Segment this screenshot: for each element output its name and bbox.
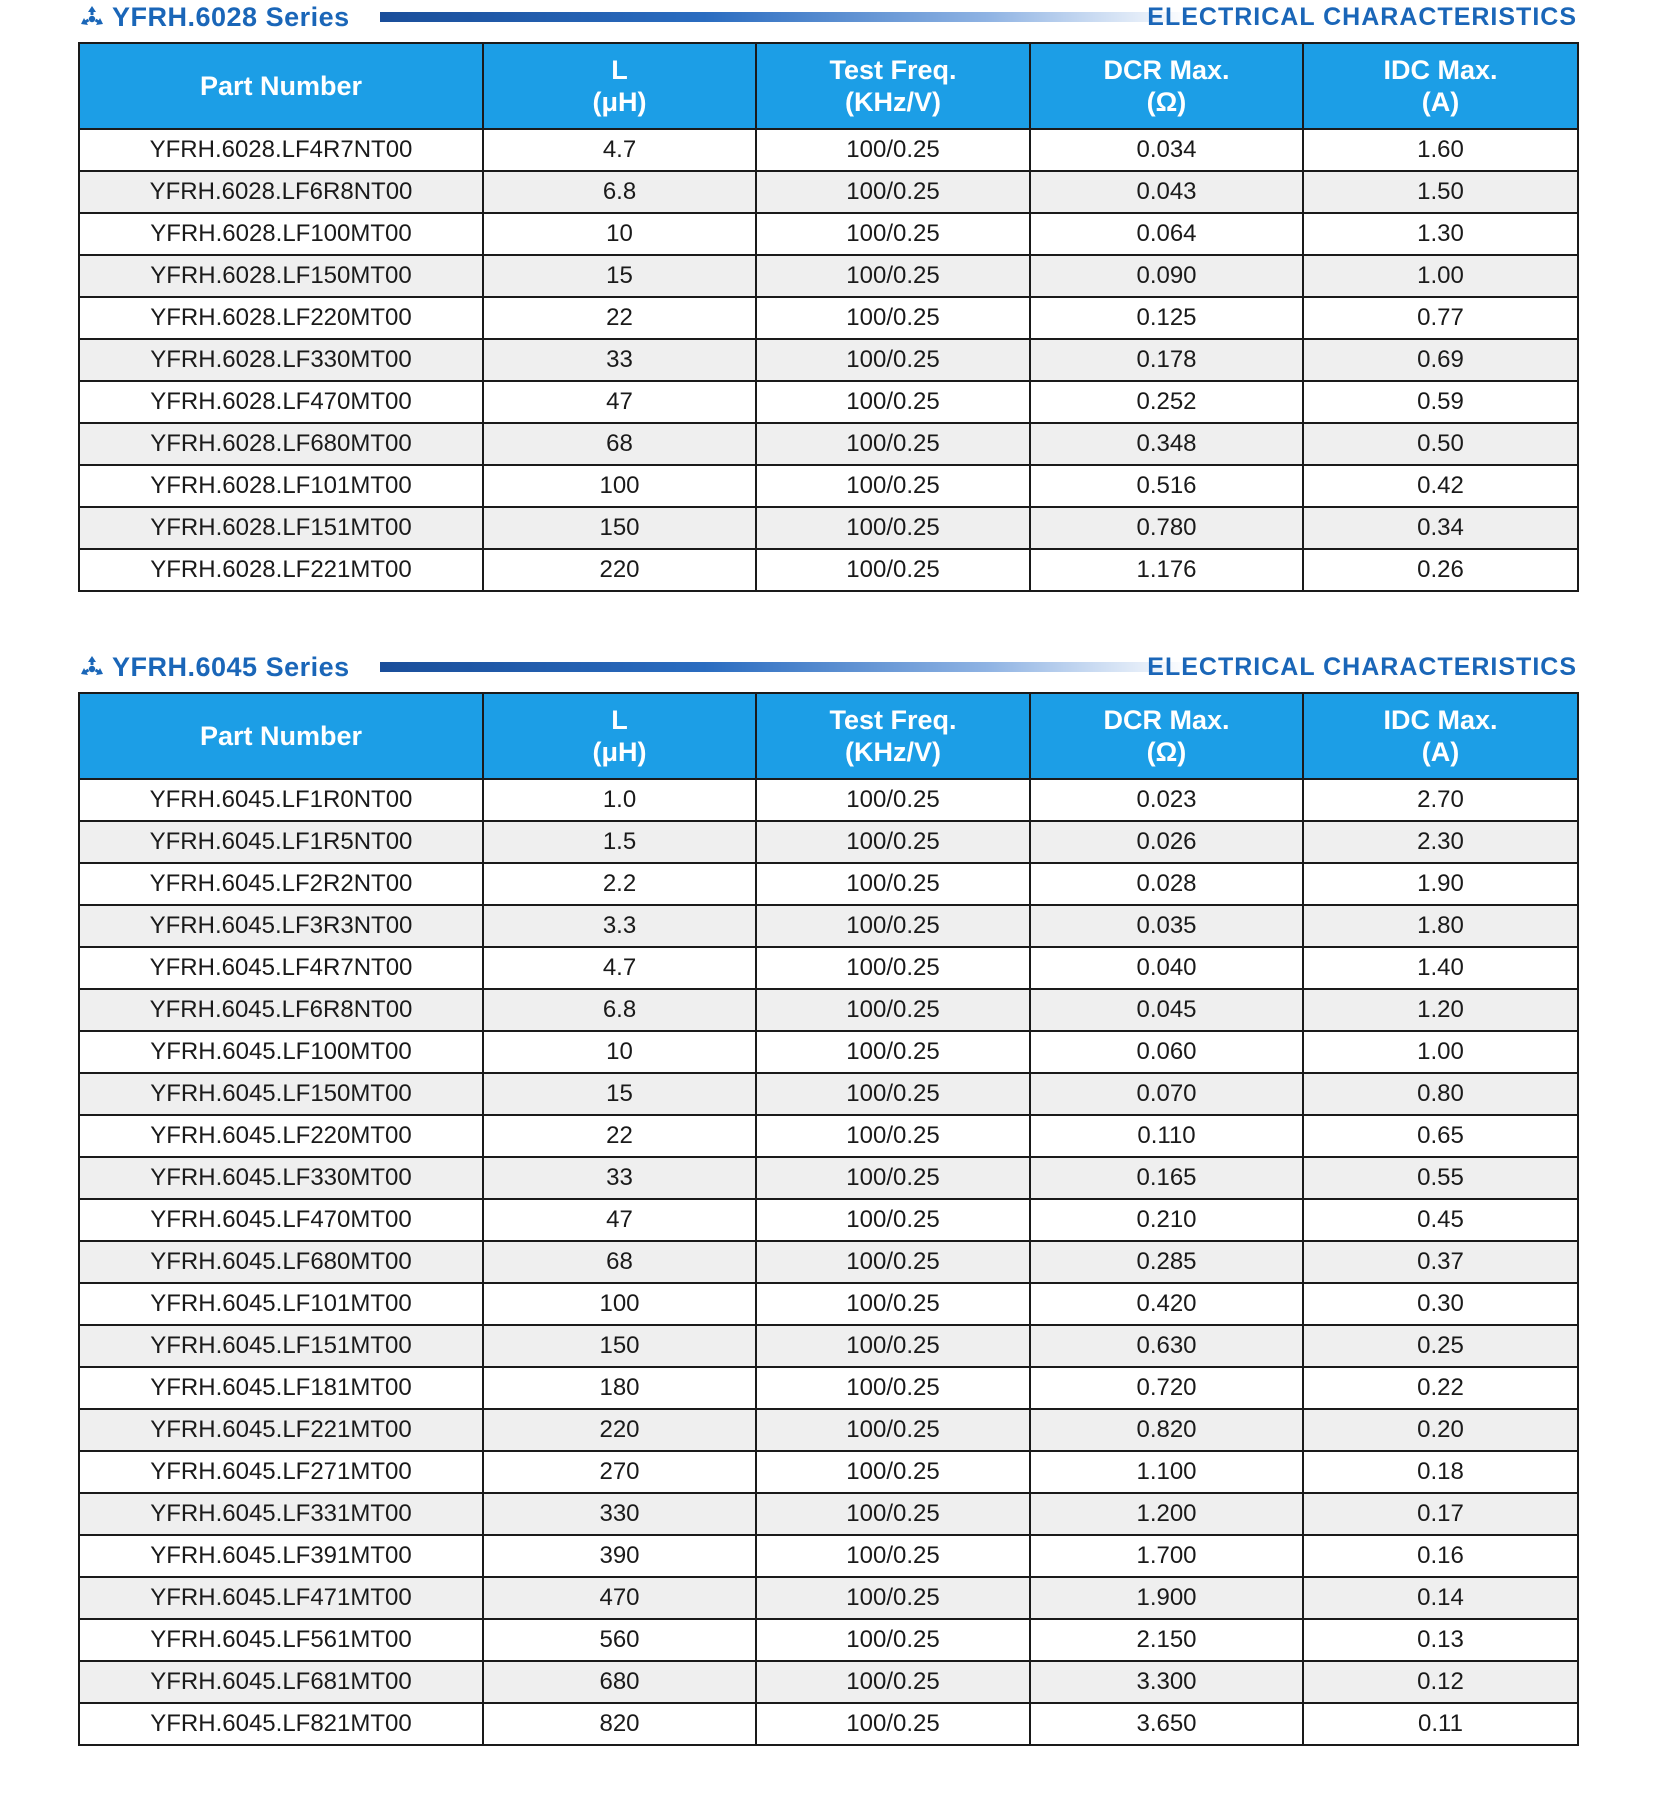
cell-part-number: YFRH.6045.LF271MT00 (79, 1451, 483, 1493)
cell-inductance: 680 (483, 1661, 756, 1703)
table-row (79, 1535, 1578, 1577)
header-inductance-line1: L (611, 705, 628, 735)
table-row (79, 1115, 1578, 1157)
header-part-number (79, 43, 483, 129)
cell-inductance: 2.2 (483, 863, 756, 905)
cell-inductance: 33 (483, 1157, 756, 1199)
table-row (79, 255, 1578, 297)
cell-dcr-max: 0.720 (1030, 1367, 1303, 1409)
cell-part-number: YFRH.6045.LF181MT00 (79, 1367, 483, 1409)
cell-test-freq: 100/0.25 (756, 1031, 1030, 1073)
header-dcr-max-line1: DCR Max. (1103, 705, 1230, 735)
cell-idc-max: 0.69 (1303, 339, 1578, 381)
cell-inductance: 100 (483, 465, 756, 507)
cell-idc-max: 0.16 (1303, 1535, 1578, 1577)
cell-inductance: 10 (483, 1031, 756, 1073)
cell-part-number: YFRH.6045.LF391MT00 (79, 1535, 483, 1577)
header-dcr-max (1030, 43, 1303, 129)
cell-dcr-max: 0.070 (1030, 1073, 1303, 1115)
header-part-number (79, 693, 483, 779)
table-row (79, 381, 1578, 423)
cell-dcr-max: 1.700 (1030, 1535, 1303, 1577)
cell-inductance: 220 (483, 1409, 756, 1451)
cell-test-freq: 100/0.25 (756, 821, 1030, 863)
cell-test-freq: 100/0.25 (756, 465, 1030, 507)
table-row (79, 465, 1578, 507)
cell-test-freq: 100/0.25 (756, 1409, 1030, 1451)
section-label: ELECTRICAL CHARACTERISTICS (1147, 2, 1577, 31)
header-dcr-max-line2: (Ω) (1146, 737, 1187, 767)
recycle-icon (78, 3, 106, 31)
table-row (79, 1073, 1578, 1115)
electrical-characteristics-table (78, 692, 1579, 1746)
header-inductance-line2: (μH) (592, 737, 647, 767)
cell-test-freq: 100/0.25 (756, 549, 1030, 591)
cell-test-freq: 100/0.25 (756, 1577, 1030, 1619)
electrical-characteristics-table (78, 42, 1579, 592)
cell-idc-max: 0.20 (1303, 1409, 1578, 1451)
cell-part-number: YFRH.6028.LF680MT00 (79, 423, 483, 465)
cell-test-freq: 100/0.25 (756, 1325, 1030, 1367)
cell-inductance: 47 (483, 381, 756, 423)
cell-idc-max: 0.65 (1303, 1115, 1578, 1157)
cell-part-number: YFRH.6045.LF561MT00 (79, 1619, 483, 1661)
cell-idc-max: 0.26 (1303, 549, 1578, 591)
header-part-number-text: Part Number (199, 721, 363, 751)
cell-part-number: YFRH.6028.LF100MT00 (79, 213, 483, 255)
cell-dcr-max: 0.285 (1030, 1241, 1303, 1283)
cell-dcr-max: 0.125 (1030, 297, 1303, 339)
cell-test-freq: 100/0.25 (756, 297, 1030, 339)
cell-dcr-max: 0.516 (1030, 465, 1303, 507)
header-test-freq-line2: (KHz/V) (845, 87, 941, 117)
cell-part-number: YFRH.6045.LF6R8NT00 (79, 989, 483, 1031)
cell-test-freq: 100/0.25 (756, 1661, 1030, 1703)
cell-dcr-max: 0.040 (1030, 947, 1303, 989)
cell-test-freq: 100/0.25 (756, 779, 1030, 821)
cell-test-freq: 100/0.25 (756, 423, 1030, 465)
header-test-freq (756, 693, 1030, 779)
cell-dcr-max: 0.028 (1030, 863, 1303, 905)
series-section-6045 (78, 650, 1577, 1737)
cell-part-number: YFRH.6028.LF150MT00 (79, 255, 483, 297)
cell-test-freq: 100/0.25 (756, 1535, 1030, 1577)
cell-dcr-max: 0.090 (1030, 255, 1303, 297)
cell-part-number: YFRH.6045.LF471MT00 (79, 1577, 483, 1619)
cell-idc-max: 0.34 (1303, 507, 1578, 549)
cell-dcr-max: 1.900 (1030, 1577, 1303, 1619)
cell-dcr-max: 0.630 (1030, 1325, 1303, 1367)
header-dcr-max-line2: (Ω) (1146, 87, 1187, 117)
cell-idc-max: 1.40 (1303, 947, 1578, 989)
cell-dcr-max: 0.110 (1030, 1115, 1303, 1157)
table-row (79, 339, 1578, 381)
cell-inductance: 330 (483, 1493, 756, 1535)
header-idc-max (1303, 693, 1578, 779)
table-row (79, 989, 1578, 1031)
cell-inductance: 1.5 (483, 821, 756, 863)
cell-part-number: YFRH.6045.LF101MT00 (79, 1283, 483, 1325)
header-inductance-line2: (μH) (592, 87, 647, 117)
cell-inductance: 15 (483, 255, 756, 297)
cell-dcr-max: 3.650 (1030, 1703, 1303, 1745)
cell-idc-max: 0.12 (1303, 1661, 1578, 1703)
cell-part-number: YFRH.6045.LF220MT00 (79, 1115, 483, 1157)
series-title-text: YFRH.6028 Series (112, 1, 350, 32)
cell-inductance: 270 (483, 1451, 756, 1493)
series-title (78, 650, 350, 684)
cell-test-freq: 100/0.25 (756, 1283, 1030, 1325)
cell-dcr-max: 0.023 (1030, 779, 1303, 821)
table-row (79, 213, 1578, 255)
cell-dcr-max: 0.252 (1030, 381, 1303, 423)
table-row (79, 507, 1578, 549)
cell-inductance: 220 (483, 549, 756, 591)
cell-dcr-max: 3.300 (1030, 1661, 1303, 1703)
cell-part-number: YFRH.6028.LF330MT00 (79, 339, 483, 381)
cell-test-freq: 100/0.25 (756, 1115, 1030, 1157)
cell-idc-max: 0.25 (1303, 1325, 1578, 1367)
header-test-freq-line2: (KHz/V) (845, 737, 941, 767)
header-idc-max-line1: IDC Max. (1383, 705, 1498, 735)
cell-idc-max: 0.80 (1303, 1073, 1578, 1115)
cell-test-freq: 100/0.25 (756, 1367, 1030, 1409)
cell-test-freq: 100/0.25 (756, 1199, 1030, 1241)
cell-idc-max: 1.60 (1303, 129, 1578, 171)
cell-inductance: 68 (483, 1241, 756, 1283)
cell-dcr-max: 2.150 (1030, 1619, 1303, 1661)
cell-test-freq: 100/0.25 (756, 507, 1030, 549)
header-test-freq (756, 43, 1030, 129)
table-row (79, 1409, 1578, 1451)
cell-idc-max: 1.90 (1303, 863, 1578, 905)
cell-dcr-max: 0.178 (1030, 339, 1303, 381)
cell-dcr-max: 0.045 (1030, 989, 1303, 1031)
cell-part-number: YFRH.6045.LF221MT00 (79, 1409, 483, 1451)
cell-idc-max: 1.00 (1303, 1031, 1578, 1073)
cell-part-number: YFRH.6028.LF151MT00 (79, 507, 483, 549)
cell-inductance: 4.7 (483, 129, 756, 171)
header-idc-max-line2: (A) (1421, 737, 1460, 767)
cell-dcr-max: 0.780 (1030, 507, 1303, 549)
cell-part-number: YFRH.6045.LF151MT00 (79, 1325, 483, 1367)
cell-dcr-max: 1.100 (1030, 1451, 1303, 1493)
cell-inductance: 6.8 (483, 989, 756, 1031)
cell-inductance: 68 (483, 423, 756, 465)
cell-inductance: 560 (483, 1619, 756, 1661)
cell-dcr-max: 0.165 (1030, 1157, 1303, 1199)
table-row (79, 1325, 1578, 1367)
cell-part-number: YFRH.6045.LF821MT00 (79, 1703, 483, 1745)
table-row (79, 1157, 1578, 1199)
cell-test-freq: 100/0.25 (756, 171, 1030, 213)
title-gradient-bar (380, 12, 1190, 22)
section-header (78, 650, 1577, 684)
table-row (79, 1199, 1578, 1241)
cell-idc-max: 0.18 (1303, 1451, 1578, 1493)
cell-dcr-max: 0.043 (1030, 171, 1303, 213)
cell-inductance: 390 (483, 1535, 756, 1577)
header-dcr-max (1030, 693, 1303, 779)
cell-part-number: YFRH.6045.LF1R0NT00 (79, 779, 483, 821)
cell-idc-max: 1.50 (1303, 171, 1578, 213)
header-test-freq-line1: Test Freq. (829, 705, 957, 735)
cell-dcr-max: 0.060 (1030, 1031, 1303, 1073)
header-dcr-max-line1: DCR Max. (1103, 55, 1230, 85)
cell-part-number: YFRH.6045.LF1R5NT00 (79, 821, 483, 863)
table-row (79, 905, 1578, 947)
table-row (79, 1283, 1578, 1325)
cell-inductance: 3.3 (483, 905, 756, 947)
cell-test-freq: 100/0.25 (756, 947, 1030, 989)
header-part-number-text: Part Number (199, 71, 363, 101)
cell-part-number: YFRH.6028.LF4R7NT00 (79, 129, 483, 171)
table-body (79, 779, 1578, 1745)
header-inductance (483, 693, 756, 779)
cell-part-number: YFRH.6045.LF470MT00 (79, 1199, 483, 1241)
table-row (79, 1661, 1578, 1703)
cell-test-freq: 100/0.25 (756, 863, 1030, 905)
table-header-row (79, 43, 1578, 129)
table-row (79, 1451, 1578, 1493)
table-row (79, 297, 1578, 339)
cell-inductance: 6.8 (483, 171, 756, 213)
section-header (78, 0, 1577, 34)
cell-test-freq: 100/0.25 (756, 129, 1030, 171)
table-row (79, 1619, 1578, 1661)
cell-part-number: YFRH.6028.LF470MT00 (79, 381, 483, 423)
header-idc-max-line1: IDC Max. (1383, 55, 1498, 85)
table-row (79, 779, 1578, 821)
cell-dcr-max: 0.210 (1030, 1199, 1303, 1241)
cell-part-number: YFRH.6045.LF4R7NT00 (79, 947, 483, 989)
cell-dcr-max: 0.035 (1030, 905, 1303, 947)
header-idc-max-line2: (A) (1421, 87, 1460, 117)
cell-test-freq: 100/0.25 (756, 1157, 1030, 1199)
cell-idc-max: 2.70 (1303, 779, 1578, 821)
series-title (78, 0, 350, 34)
cell-inductance: 15 (483, 1073, 756, 1115)
header-idc-max (1303, 43, 1578, 129)
cell-part-number: YFRH.6045.LF2R2NT00 (79, 863, 483, 905)
cell-inductance: 100 (483, 1283, 756, 1325)
cell-idc-max: 0.77 (1303, 297, 1578, 339)
cell-dcr-max: 0.034 (1030, 129, 1303, 171)
cell-idc-max: 1.20 (1303, 989, 1578, 1031)
cell-inductance: 4.7 (483, 947, 756, 989)
series-title-text: YFRH.6045 Series (112, 651, 350, 682)
cell-part-number: YFRH.6045.LF681MT00 (79, 1661, 483, 1703)
cell-inductance: 47 (483, 1199, 756, 1241)
cell-idc-max: 0.30 (1303, 1283, 1578, 1325)
table-body (79, 129, 1578, 591)
cell-part-number: YFRH.6045.LF331MT00 (79, 1493, 483, 1535)
cell-idc-max: 0.50 (1303, 423, 1578, 465)
cell-dcr-max: 1.176 (1030, 549, 1303, 591)
cell-part-number: YFRH.6045.LF3R3NT00 (79, 905, 483, 947)
cell-idc-max: 0.13 (1303, 1619, 1578, 1661)
cell-test-freq: 100/0.25 (756, 1451, 1030, 1493)
cell-part-number: YFRH.6028.LF6R8NT00 (79, 171, 483, 213)
cell-test-freq: 100/0.25 (756, 381, 1030, 423)
cell-part-number: YFRH.6045.LF150MT00 (79, 1073, 483, 1115)
cell-idc-max: 1.30 (1303, 213, 1578, 255)
cell-idc-max: 0.59 (1303, 381, 1578, 423)
cell-idc-max: 0.14 (1303, 1577, 1578, 1619)
cell-test-freq: 100/0.25 (756, 905, 1030, 947)
cell-part-number: YFRH.6028.LF220MT00 (79, 297, 483, 339)
cell-test-freq: 100/0.25 (756, 1241, 1030, 1283)
cell-test-freq: 100/0.25 (756, 1619, 1030, 1661)
series-section-6028 (78, 0, 1577, 583)
table-row (79, 423, 1578, 465)
cell-idc-max: 1.80 (1303, 905, 1578, 947)
cell-test-freq: 100/0.25 (756, 1703, 1030, 1745)
header-inductance (483, 43, 756, 129)
cell-idc-max: 0.45 (1303, 1199, 1578, 1241)
cell-dcr-max: 0.064 (1030, 213, 1303, 255)
cell-test-freq: 100/0.25 (756, 213, 1030, 255)
cell-dcr-max: 0.026 (1030, 821, 1303, 863)
cell-idc-max: 0.42 (1303, 465, 1578, 507)
header-test-freq-line1: Test Freq. (829, 55, 957, 85)
table-header-row (79, 693, 1578, 779)
table-row (79, 1241, 1578, 1283)
cell-test-freq: 100/0.25 (756, 255, 1030, 297)
cell-idc-max: 0.17 (1303, 1493, 1578, 1535)
cell-inductance: 820 (483, 1703, 756, 1745)
cell-test-freq: 100/0.25 (756, 989, 1030, 1031)
cell-inductance: 150 (483, 507, 756, 549)
cell-idc-max: 0.11 (1303, 1703, 1578, 1745)
table-row (79, 863, 1578, 905)
cell-dcr-max: 0.420 (1030, 1283, 1303, 1325)
cell-test-freq: 100/0.25 (756, 339, 1030, 381)
table-row (79, 821, 1578, 863)
table-row (79, 1703, 1578, 1745)
cell-part-number: YFRH.6028.LF221MT00 (79, 549, 483, 591)
cell-part-number: YFRH.6045.LF100MT00 (79, 1031, 483, 1073)
cell-test-freq: 100/0.25 (756, 1493, 1030, 1535)
cell-idc-max: 0.55 (1303, 1157, 1578, 1199)
cell-idc-max: 1.00 (1303, 255, 1578, 297)
table-row (79, 1367, 1578, 1409)
table-row (79, 129, 1578, 171)
cell-test-freq: 100/0.25 (756, 1073, 1030, 1115)
cell-idc-max: 0.37 (1303, 1241, 1578, 1283)
cell-inductance: 470 (483, 1577, 756, 1619)
cell-inductance: 180 (483, 1367, 756, 1409)
table-row (79, 171, 1578, 213)
cell-inductance: 10 (483, 213, 756, 255)
cell-inductance: 22 (483, 1115, 756, 1157)
table-row (79, 1031, 1578, 1073)
recycle-icon (78, 653, 106, 681)
cell-part-number: YFRH.6045.LF330MT00 (79, 1157, 483, 1199)
cell-inductance: 33 (483, 339, 756, 381)
cell-inductance: 1.0 (483, 779, 756, 821)
title-gradient-bar (380, 662, 1190, 672)
section-label: ELECTRICAL CHARACTERISTICS (1147, 652, 1577, 681)
table-row (79, 947, 1578, 989)
cell-dcr-max: 0.820 (1030, 1409, 1303, 1451)
table-row (79, 1493, 1578, 1535)
cell-inductance: 22 (483, 297, 756, 339)
cell-dcr-max: 0.348 (1030, 423, 1303, 465)
table-row (79, 1577, 1578, 1619)
cell-idc-max: 0.22 (1303, 1367, 1578, 1409)
cell-part-number: YFRH.6045.LF680MT00 (79, 1241, 483, 1283)
cell-idc-max: 2.30 (1303, 821, 1578, 863)
table-row (79, 549, 1578, 591)
cell-dcr-max: 1.200 (1030, 1493, 1303, 1535)
cell-part-number: YFRH.6028.LF101MT00 (79, 465, 483, 507)
cell-inductance: 150 (483, 1325, 756, 1367)
header-inductance-line1: L (611, 55, 628, 85)
